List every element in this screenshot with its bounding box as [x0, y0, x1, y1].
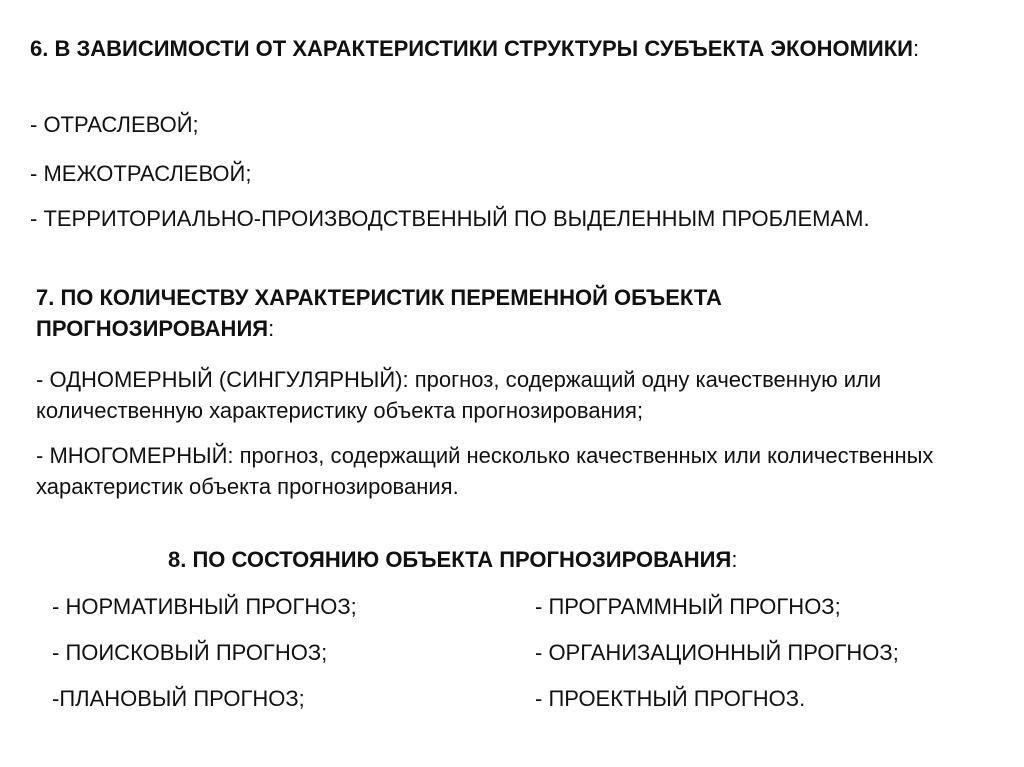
section-8-heading-text: 8. ПО СОСТОЯНИЮ ОБЪЕКТА ПРОГНОЗИРОВАНИЯ	[168, 547, 732, 572]
section-8-right-item: - ОРГАНИЗАЦИОННЫЙ ПРОГНОЗ;	[535, 640, 899, 665]
section-7-item: - МНОГОМЕРНЫЙ: прогноз, содержащий несколько качественных или количественных характеристик объекта прогнозирования.	[36, 443, 934, 499]
section-7-heading-colon: :	[268, 316, 275, 341]
section-6-heading	[30, 33, 930, 64]
section-8-left-item: - ПОИСКОВЫЙ ПРОГНОЗ;	[52, 640, 328, 665]
section-8-heading-colon: :	[731, 547, 738, 572]
section-6-heading-colon: :	[912, 36, 920, 61]
section-7-heading-text: 7. ПО КОЛИЧЕСТВУ ХАРАКТЕРИСТИК ПЕРЕМЕННОЙ ОБЪЕКТА ПРОГНОЗИРОВАНИЯ	[36, 285, 722, 341]
section-6-item: - МЕЖОТРАСЛЕВОЙ;	[30, 161, 252, 186]
section-8-left-item: -ПЛАНОВЫЙ ПРОГНОЗ;	[52, 686, 305, 711]
section-6-item: - ТЕРРИТОРИАЛЬНО-ПРОИЗВОДСТВЕННЫЙ ПО ВЫДЕЛЕННЫМ ПРОБЛЕМАМ.	[30, 206, 870, 231]
section-8-left-item: - НОРМАТИВНЫЙ ПРОГНОЗ;	[52, 594, 357, 619]
section-8-right-item: - ПРОГРАММНЫЙ ПРОГНОЗ;	[535, 594, 841, 619]
section-6-item: - ОТРАСЛЕВОЙ;	[30, 112, 199, 137]
section-7-heading	[36, 282, 936, 344]
section-7-item: - ОДНОМЕРНЫЙ (СИНГУЛЯРНЫЙ): прогноз, содержащий одну качественную или количественную характеристику объекта прогнозирования;	[36, 367, 882, 423]
section-8-heading	[168, 544, 737, 575]
section-8-right-item: - ПРОЕКТНЫЙ ПРОГНОЗ.	[535, 686, 806, 711]
section-6-heading-text: 6. В ЗАВИСИМОСТИ ОТ ХАРАКТЕРИСТИКИ СТРУКТУРЫ СУБЪЕКТА ЭКОНОМИКИ	[30, 36, 913, 61]
